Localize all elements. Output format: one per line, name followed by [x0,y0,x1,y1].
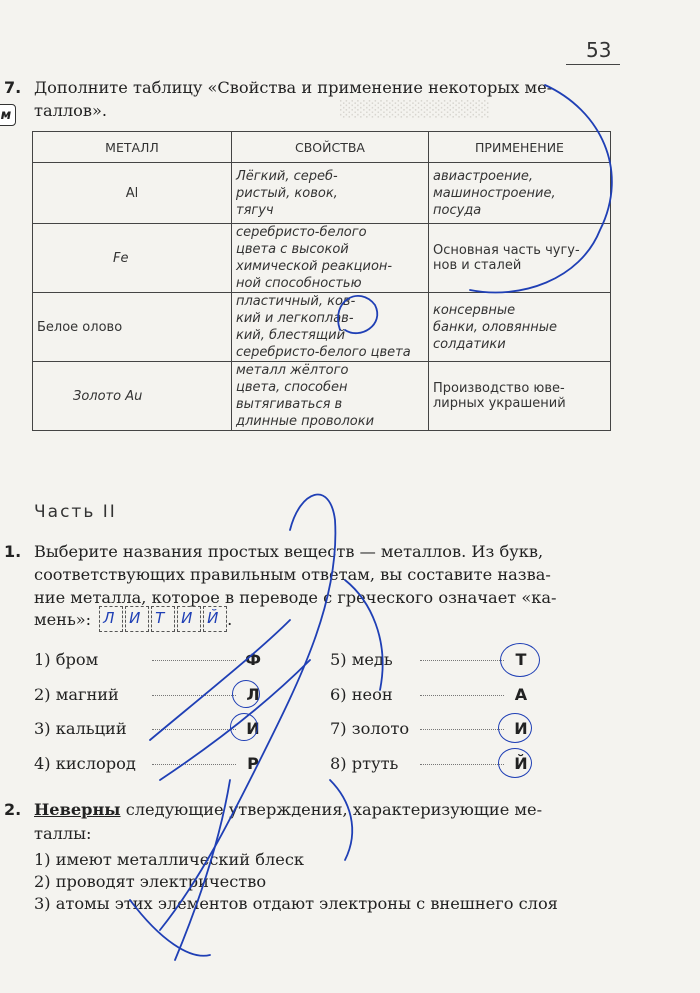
application-line: лирных украшений [433,396,566,411]
handwriting-line: пластичный, ков- [236,294,356,309]
handwriting-line: консервные [433,302,516,318]
option-label: 1) бром [34,650,99,669]
option-letter: Й [514,754,528,773]
part2-title: Часть II [34,502,117,522]
option-letter: Л [246,685,260,704]
handwriting-line: посуда [433,202,482,218]
option-letter: А [514,685,528,704]
handwriting-line: кий, блестящий [236,328,346,343]
handwriting-line: машиностроение, [433,185,556,201]
answer-letter: Т [155,609,165,627]
metal-cell: Al [33,163,232,224]
handwriting-line: длинные проволоки [236,414,375,429]
option-letter: И [246,719,260,738]
option-label: 4) кислород [34,754,136,773]
task7-text-line2: таллов». [34,101,108,120]
option-letter: Ф [245,650,261,669]
handwriting-line: банки, оловянные [433,319,558,335]
option-label: 6) неон [330,685,393,704]
option-letter: Р [247,754,259,773]
answer-letter: И [129,609,141,627]
option-letter: И [514,719,528,738]
handwriting-line: серебристо-белого цвета [236,345,411,360]
bleed-through-text: ░░░░░░░░░░░░░ [340,100,490,118]
handwriting-line: ной способностью [236,276,362,291]
application-line: Производство юве- [433,381,565,396]
task1-line3: ние металла, которое в переводе с греческого означает «ка- [34,588,557,607]
task1-line2: соответствующих правильным ответам, вы составите назва- [34,565,551,584]
task7-text-line1: Дополните таблицу «Свойства и применение некоторых ме- [34,78,553,97]
task2-intro-rest: следующие утверждения, характеризующие ме- [120,800,543,819]
task1-number: 1. [4,542,22,561]
statement: 2) проводят электричество [34,872,267,891]
option-label: 8) ртуть [330,754,399,773]
answer-letter: И [181,609,193,627]
handwriting-line: авиастроение, [433,168,534,184]
metal-cell-handwritten: Золото Au [33,362,232,431]
task2-intro-bold: Неверны [34,800,121,819]
handwriting-line: химической реакцион- [236,259,393,274]
option-letter: Т [515,650,527,669]
option-label: 5) медь [330,650,393,669]
application-line: нов и сталей [433,258,522,273]
answer-prefix: мень»: [34,609,92,629]
page-number: 53 [586,38,612,62]
metal-cell: Белое олово [33,293,232,362]
handwriting-line: цвета с высокой [236,242,349,257]
answer-letter: Л [103,609,115,627]
option-label: 7) золото [330,719,410,738]
header-metal: МЕТАЛЛ [33,132,232,163]
handwriting-line: кий и легкоплав- [236,311,354,326]
answer-suffix: . [227,609,233,629]
m-badge-icon: м [0,104,16,126]
option-label: 2) магний [34,685,119,704]
header-application: ПРИМЕНЕНИЕ [429,132,611,163]
handwriting-line: солдатики [433,336,506,352]
header-properties: СВОЙСТВА [232,132,429,163]
answer-letter: Й [207,609,219,627]
handwriting-line: серебристо-белого [236,225,367,240]
task1-line1: Выберите названия простых веществ — металлов. Из букв, [34,542,544,561]
option-label: 3) кальций [34,719,127,738]
task7-number: 7. [4,78,22,97]
handwriting-line: Лёгкий, сереб- [236,168,338,184]
handwriting-line: цвета, способен [236,380,348,395]
task2-intro-line2: таллы: [34,824,92,843]
statement: 1) имеют металлический блеск [34,850,305,869]
task2-number: 2. [4,800,22,819]
application-line: Основная часть чугу- [433,243,580,258]
handwriting-line: вытягиваться в [236,397,343,412]
statement: 3) атомы этих элементов отдают электроны с внешнего слоя [34,894,558,913]
metal-cell-handwritten: Fe [33,224,232,293]
handwriting-line: металл жёлтого [236,363,349,378]
handwriting-line: тягуч [236,202,274,218]
handwriting-line: ристый, ковок, [236,185,338,201]
